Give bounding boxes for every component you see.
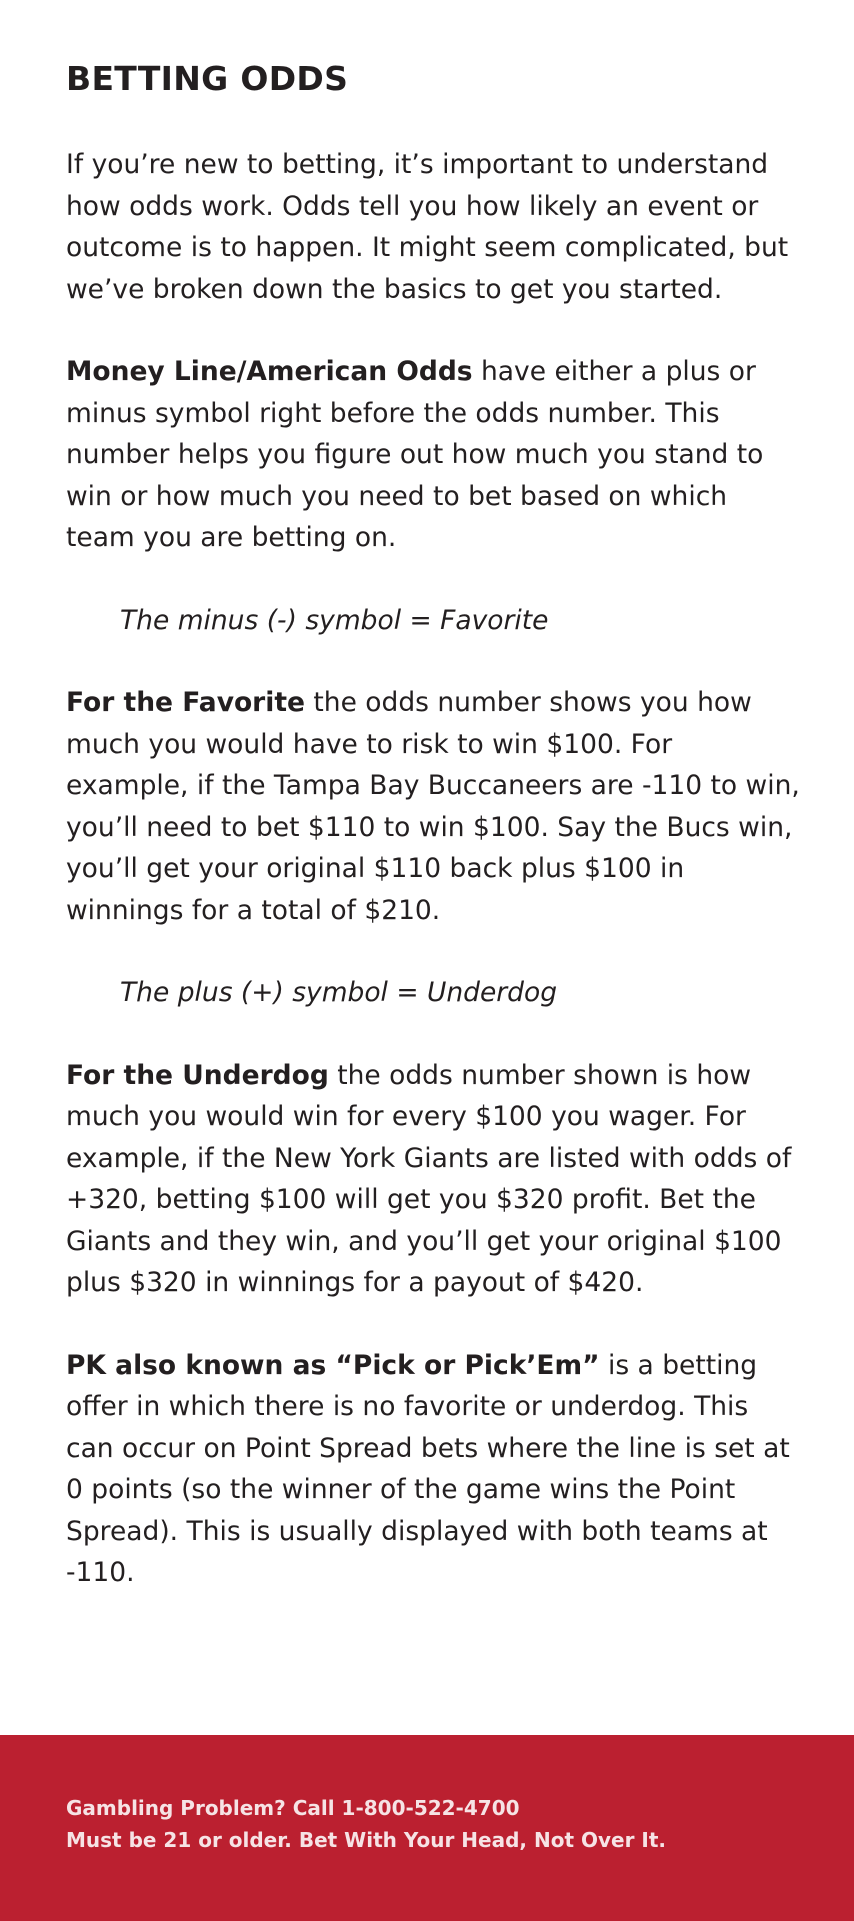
favorite-paragraph: [66, 682, 801, 931]
favorite-text: the odds number shows you how much you would have to risk to win $100. For example, if the Tampa Bay Buccaneers are -110 to win, you’ll need to bet $110 to win $100. Say the Bucs win, you’ll get your original $110 back plus $100 in winnings for a total of $210.: [66, 687, 800, 926]
favorite-term: For the Favorite: [66, 687, 305, 718]
pick-em-term: PK also known as “Pick or Pick’Em”: [66, 1349, 600, 1381]
underdog-term: For the Underdog: [66, 1059, 329, 1091]
footer-text: [66, 1792, 666, 1856]
helpline-text: Gambling Problem? Call 1-800-522-4700: [66, 1796, 520, 1820]
page-title: BETTING ODDS: [66, 59, 349, 98]
plus-symbol-note: The plus (+) symbol = Underdog: [120, 977, 558, 1008]
minus-symbol-note: The minus (-) symbol = Favorite: [120, 604, 549, 636]
responsible-gambling-footer: [0, 1735, 854, 1921]
intro-paragraph: If you’re new to betting, it’s important to understand how odds work. Odds tell you how likely an event or outcome is to happen. It might seem complicated, but we’ve broken down the basics to get you started.: [66, 149, 789, 305]
money-line-text: have either a plus or minus symbol right before the odds number. This number helps you figure out how much you stand to win or how much you need to bet based on which team you are betting on.: [66, 356, 764, 553]
pick-em-text: is a betting offer in which there is no favorite or underdog. This can occur on Point Spread bets where the line is set at 0 points (so the winner of the game wins the Point Spread). This is usually displayed with both teams at -110.: [66, 1349, 790, 1588]
pick-em-paragraph: [66, 1345, 801, 1594]
content-column: [66, 56, 801, 1594]
money-line-paragraph: [66, 351, 801, 559]
underdog-text: the odds number shown is how much you would win for every $100 you wager. For example, if the New York Giants are listed with odds of +320, betting $100 will get you $320 profit. Bet the Giants and they win, and you’ll get your original $100 plus $320 in winnings for a payout of $420.: [66, 1059, 792, 1298]
money-line-term: Money Line/American Odds: [66, 356, 473, 387]
age-disclaimer-text: Must be 21 or older. Bet With Your Head, Not Over It.: [66, 1828, 666, 1852]
underdog-paragraph: [66, 1055, 801, 1304]
